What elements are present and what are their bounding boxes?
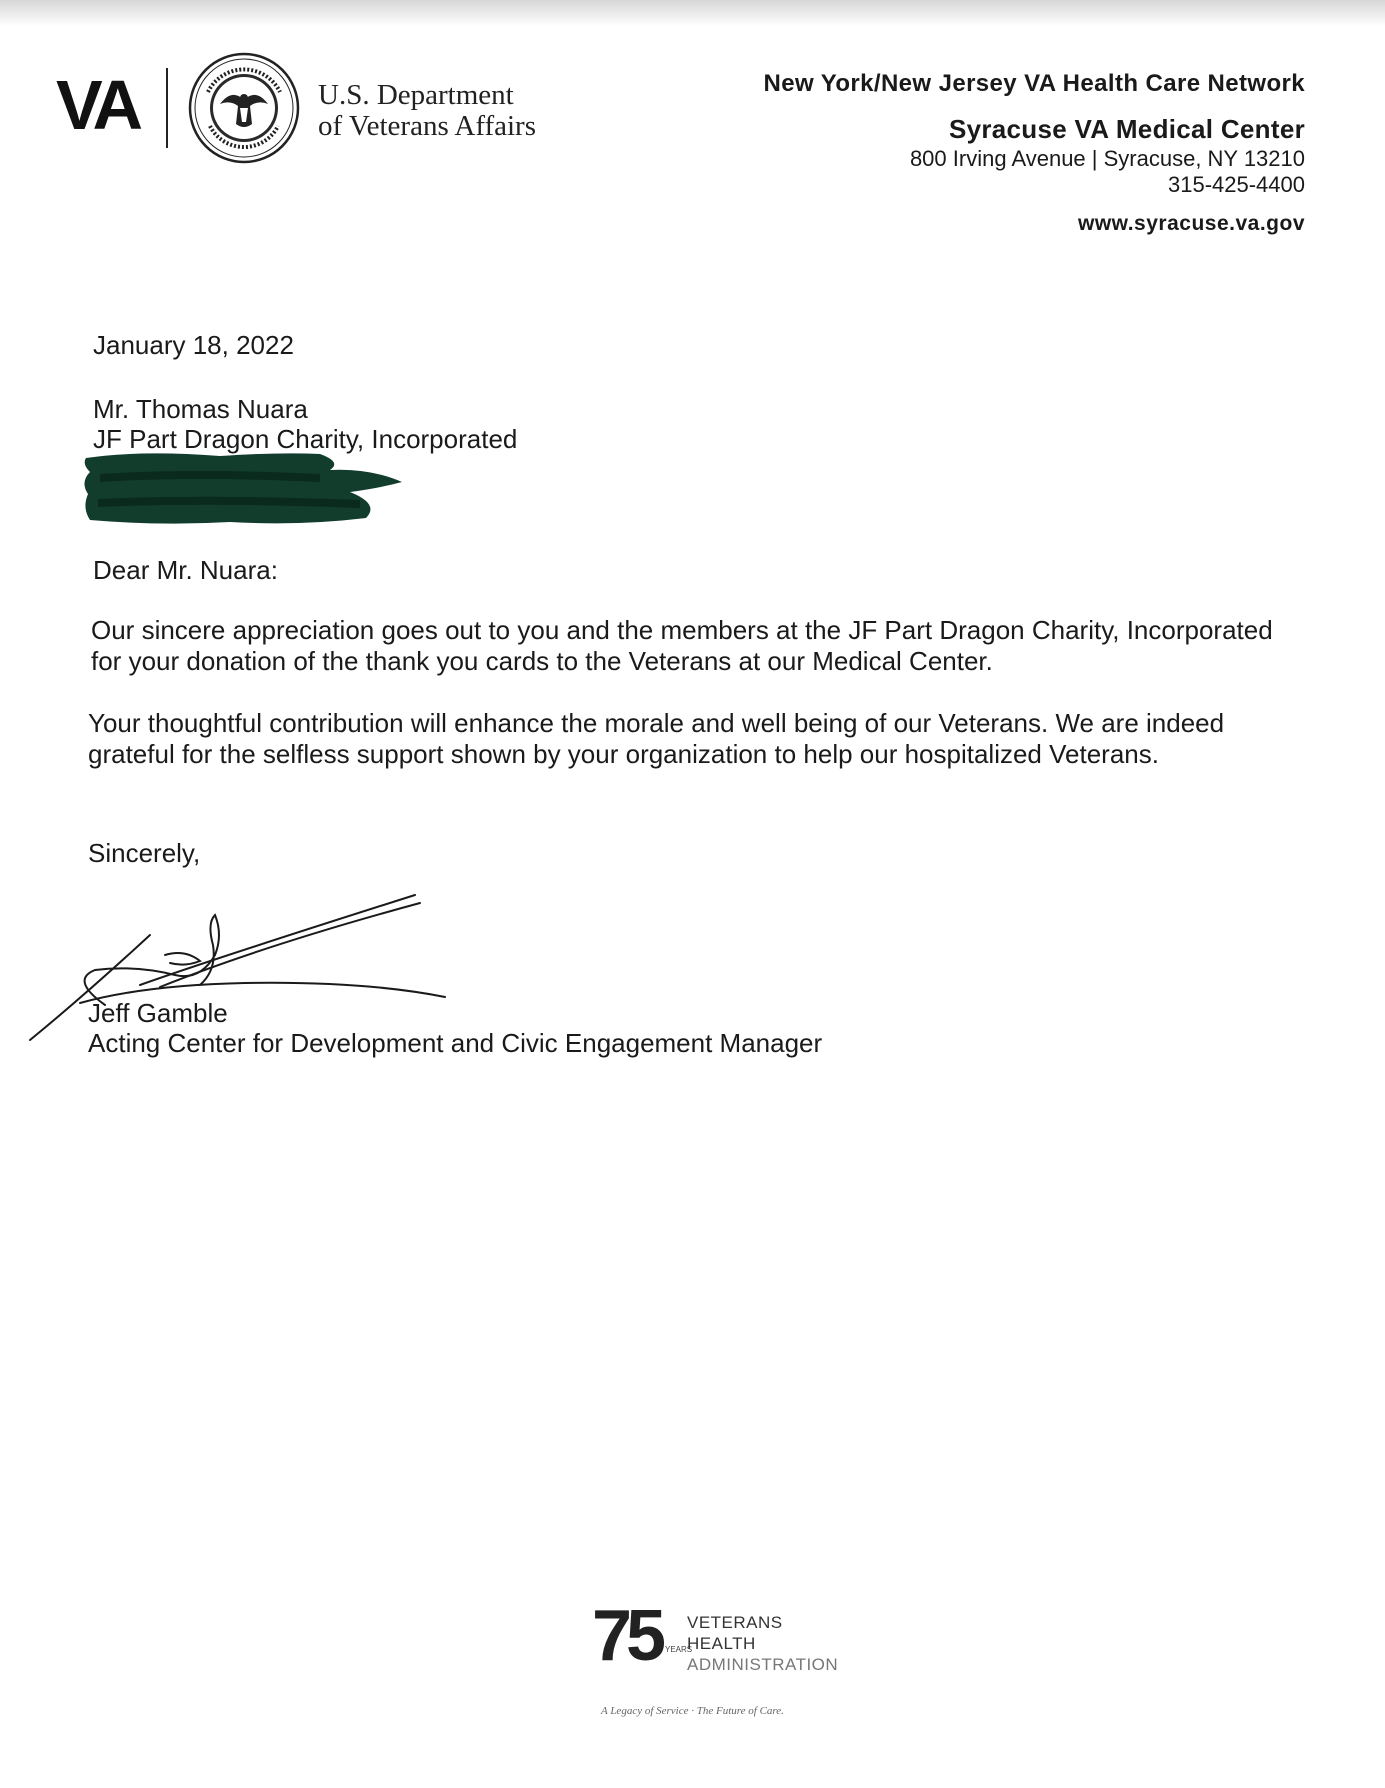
vha-line-1: VETERANS	[687, 1613, 783, 1632]
years-label: YEARS	[665, 1645, 693, 1654]
paragraph-contribution: Your thoughtful contribution will enhance the morale and well being of our Veterans. We are indeed grateful for the selfless support shown by your organization to help our hospitalized Veterans.	[88, 708, 1225, 769]
vha-wordmark	[687, 1612, 838, 1675]
vha-line-3: ADMINISTRATION	[687, 1655, 839, 1674]
va-logo-mark: VA	[56, 66, 139, 144]
recipient-organization: JF Part Dragon Charity, Incorporated	[93, 424, 518, 454]
center-website: www.syracuse.va.gov	[1078, 212, 1305, 235]
network-name: New York/New Jersey VA Health Care Network	[763, 70, 1305, 97]
department-line-1: U.S. Department	[318, 79, 514, 111]
recipient-name: Mr. Thomas Nuara	[93, 394, 308, 424]
center-address: 800 Irving Avenue | Syracuse, NY 13210	[909, 146, 1305, 171]
va-seal-icon	[188, 52, 300, 164]
scan-shadow	[0, 0, 1385, 26]
center-phone: 315-425-4400	[1167, 172, 1305, 197]
footer-tagline: A Legacy of Service · The Future of Care.	[601, 1705, 784, 1717]
signer-title: Acting Center for Development and Civic Engagement Manager	[88, 1028, 823, 1058]
medical-center-name: Syracuse VA Medical Center	[948, 114, 1305, 144]
vha-line-2: HEALTH	[687, 1634, 756, 1653]
department-line-2: of Veterans Affairs	[318, 110, 536, 142]
anniversary-75-logo: 75	[592, 1596, 661, 1676]
salutation: Dear Mr. Nuara:	[93, 555, 278, 585]
logo-divider	[166, 68, 168, 148]
closing: Sincerely,	[88, 838, 201, 868]
redacted-address-block	[80, 448, 410, 528]
paragraph-appreciation: Our sincere appreciation goes out to you and the members at the JF Part Dragon Charity, Incorporated for your donation of the thank you cards to the Veterans at our Medical Center.	[91, 615, 1273, 676]
department-name	[318, 80, 536, 142]
letter-date: January 18, 2022	[93, 330, 294, 360]
signer-name: Jeff Gamble	[88, 998, 228, 1028]
